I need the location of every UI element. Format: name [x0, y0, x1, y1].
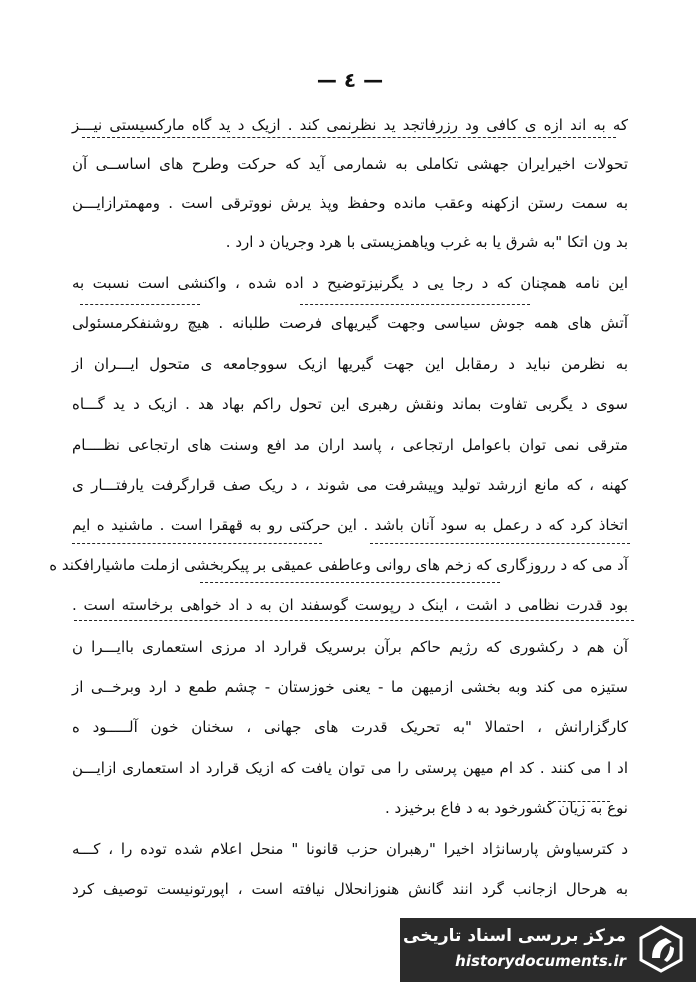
text-line: د کترسیاوش پارسانژاد اخیرا "رهبران حزب قانونا " منحل اعلام شده توده را ، کـــه	[72, 840, 628, 858]
text-line: اد ا می کنند . کد ام میهن پرستی را می توان یافت که ازیک قرارد اد استعماری ازایـــن	[72, 759, 628, 777]
underline-mark	[72, 543, 322, 544]
archive-title: مرکز بررسی اسناد تاریخی	[403, 926, 626, 946]
text-line: به نظرمن نباید د رمقابل این جهت گیریها ازیک سووجامعه ی متحول ایـــران از	[72, 355, 628, 373]
text-line: اتخاذ کرد که د رعمل به سود آنان باشد . این حرکتی رو به قهقرا است . ماشنید ه ایم	[72, 516, 628, 534]
text-line: بد ون اتکا "به شرق یا به غرب ویاهمزیستی با هرد وجریان د ارد .	[225, 233, 628, 251]
text-line: کهنه ، که مانع ازرشد تولید وپیشرفت می شوند ، د ریک صف قرارگرفت یارفتـــار ی	[72, 476, 628, 494]
underline-mark	[74, 620, 634, 621]
archive-logo-icon	[636, 924, 686, 974]
text-line: آد می که د رروزگاری که زخم های روانی وعاطفی عمیقی بر پیکربخشی ازملت ماشیارافکند ه	[49, 556, 628, 574]
text-line: که به اند ازه ی کافی ود رزرفاتجد ید نظرنمی کند . ازیک د ید گاه مارکسیستی نیـــز	[72, 116, 628, 134]
text-line: نوع به زیان کشورخود به د فاع برخیزد .	[384, 799, 628, 817]
underline-mark	[200, 582, 500, 583]
underline-mark	[548, 801, 610, 802]
text-line: آتش های همه جوش سیاسی وجهت گیریهای فرصت طلبانه . هیچ روشنفکرمسئولی	[72, 314, 628, 332]
underline-mark	[82, 137, 616, 138]
underline-mark	[300, 304, 530, 305]
underline-mark	[80, 304, 200, 305]
text-line: بود قدرت نظامی د اشت ، اینک د رپوست گوسفند ان به د اد خواهی برخاسته است .	[72, 596, 628, 614]
text-line: تحولات اخیرایران جهشی تکاملی به شمارمی آید که حرکت وطرح های اساســی آن	[72, 155, 628, 173]
text-line: ستیزه می کند وبه بخشی ازمیهن ما - یعنی خوزستان - چشم طمع د ارد وبرخــی از	[72, 678, 628, 696]
text-line: سوی د یگربی تفاوت بماند ونقش رهبری این تحول راکم بهاد هد . ازیک د ید گـــاه	[72, 395, 628, 413]
text-line: به هرحال ازجانب گرد انند گانش هنوزانحلال نیافته است ، اپورتونیست توصیف کرد	[72, 880, 628, 898]
archive-url: historydocuments.ir	[455, 952, 626, 970]
text-line: مترقی نمی توان باعوامل ارتجاعی ، پاسد اران مد افع وسنت های ارتجاعی نظــــام	[72, 436, 628, 454]
text-line: کارگزارانش ، احتمالا "به تحریک قدرت های جهانی ، سخنان خون آلـــــود ه	[72, 718, 628, 736]
text-line: این نامه همچنان که د رجا یی د یگرنیزتوضیح د اده شده ، واکنشی است نسبت به	[72, 274, 628, 292]
underline-mark	[370, 543, 630, 544]
text-line: به سمت رستن ازکهنه وعقب مانده وحفظ وپذ یرش نووترقی است . ومهمترازایـــن	[72, 194, 628, 212]
text-line: آن هم د رکشوری که رژیم حاکم برآن برسریک قرارد اد مرزی استعماری باایـــرا ن	[72, 638, 628, 656]
page-number: — ٤ —	[316, 68, 384, 92]
watermark-banner	[400, 918, 696, 982]
